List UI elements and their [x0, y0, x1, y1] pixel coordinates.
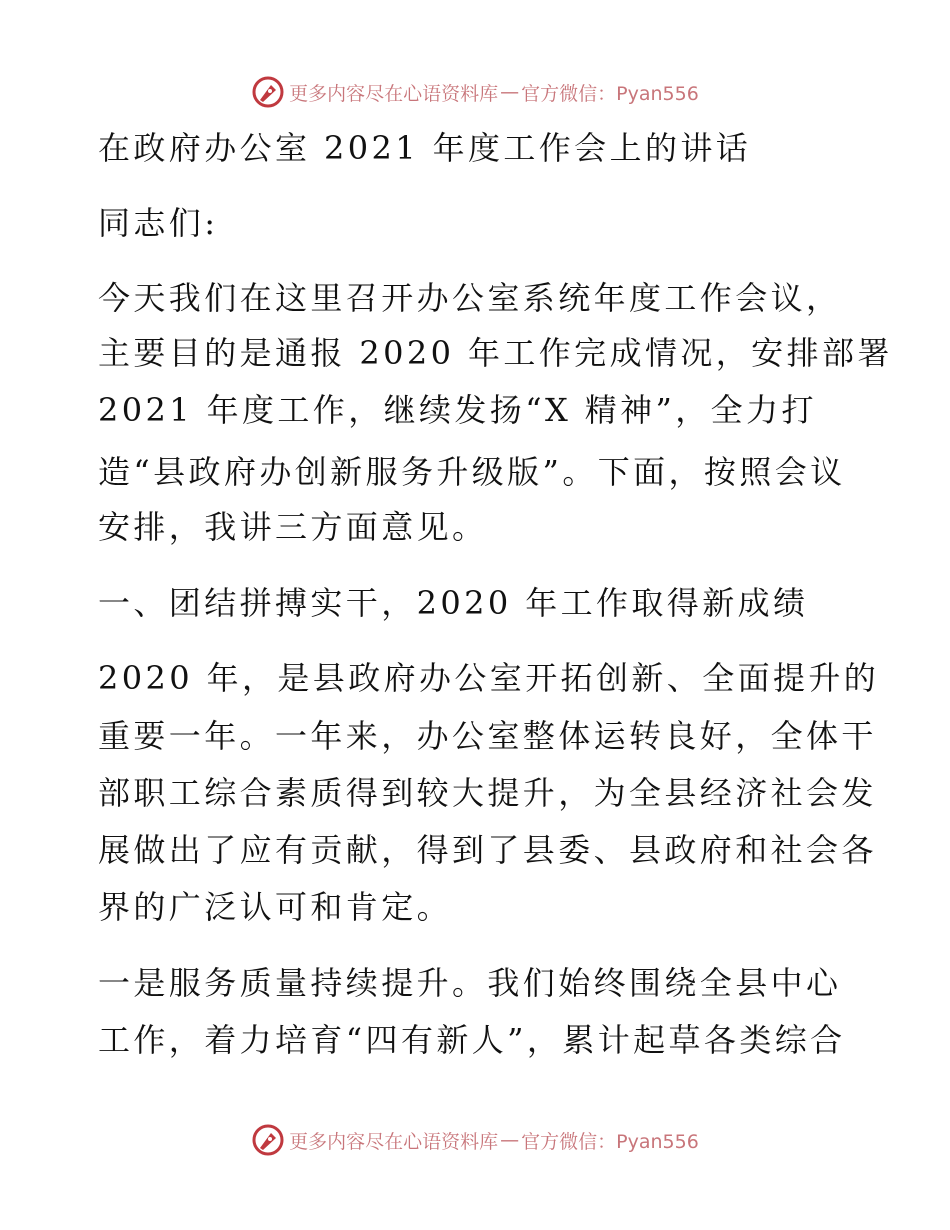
section1-para-line-1: 2020 年，是县政府办公室开拓创新、全面提升的 — [98, 659, 880, 697]
salutation: 同志们: — [98, 204, 219, 242]
watermark-banner-top — [0, 72, 950, 112]
watermark-separator: — — [500, 81, 520, 103]
watermark-site-text: 更多内容尽在心语资料库 — [289, 82, 499, 105]
watermark-contact-text: 官方微信：Pyan556 — [521, 1130, 699, 1153]
section1-point1-line-2: 工作，着力培育“四有新人”，累计起草各类综合 — [98, 1021, 846, 1059]
section1-para-line-3: 部职工综合素质得到较大提升，为全县经济社会发 — [98, 774, 877, 812]
watermark-site-text: 更多内容尽在心语资料库 — [289, 1130, 499, 1153]
intro-line-3: 2021 年度工作，继续发扬“X 精神”，全力打 — [98, 391, 817, 429]
section1-point1-line-1: 一是服务质量持续提升。我们始终围绕全县中心 — [98, 964, 842, 1002]
intro-line-5: 安排，我讲三方面意见。 — [98, 508, 488, 546]
intro-line-2: 主要目的是通报 2020 年工作完成情况，安排部署 — [98, 334, 893, 372]
watermark-banner-bottom — [0, 1120, 950, 1160]
document-title: 在政府办公室 2021 年度工作会上的讲话 — [98, 129, 752, 167]
pen-nib-logo-icon — [251, 75, 285, 109]
section1-heading: 一、团结拼搏实干，2020 年工作取得新成绩 — [98, 584, 809, 622]
section1-para-line-2: 重要一年。一年来，办公室整体运转良好，全体干 — [98, 717, 877, 755]
section1-para-line-4: 展做出了应有贡献，得到了县委、县政府和社会各 — [98, 831, 877, 869]
section1-para-line-5: 界的广泛认可和肯定。 — [98, 888, 453, 926]
intro-line-1: 今天我们在这里召开办公室系统年度工作会议， — [98, 279, 842, 317]
watermark-contact-text: 官方微信：Pyan556 — [521, 82, 699, 105]
pen-nib-logo-icon — [251, 1123, 285, 1157]
intro-line-4: 造“县政府办创新服务升级版”。下面，按照会议 — [98, 453, 846, 491]
watermark-separator: — — [500, 1129, 520, 1151]
